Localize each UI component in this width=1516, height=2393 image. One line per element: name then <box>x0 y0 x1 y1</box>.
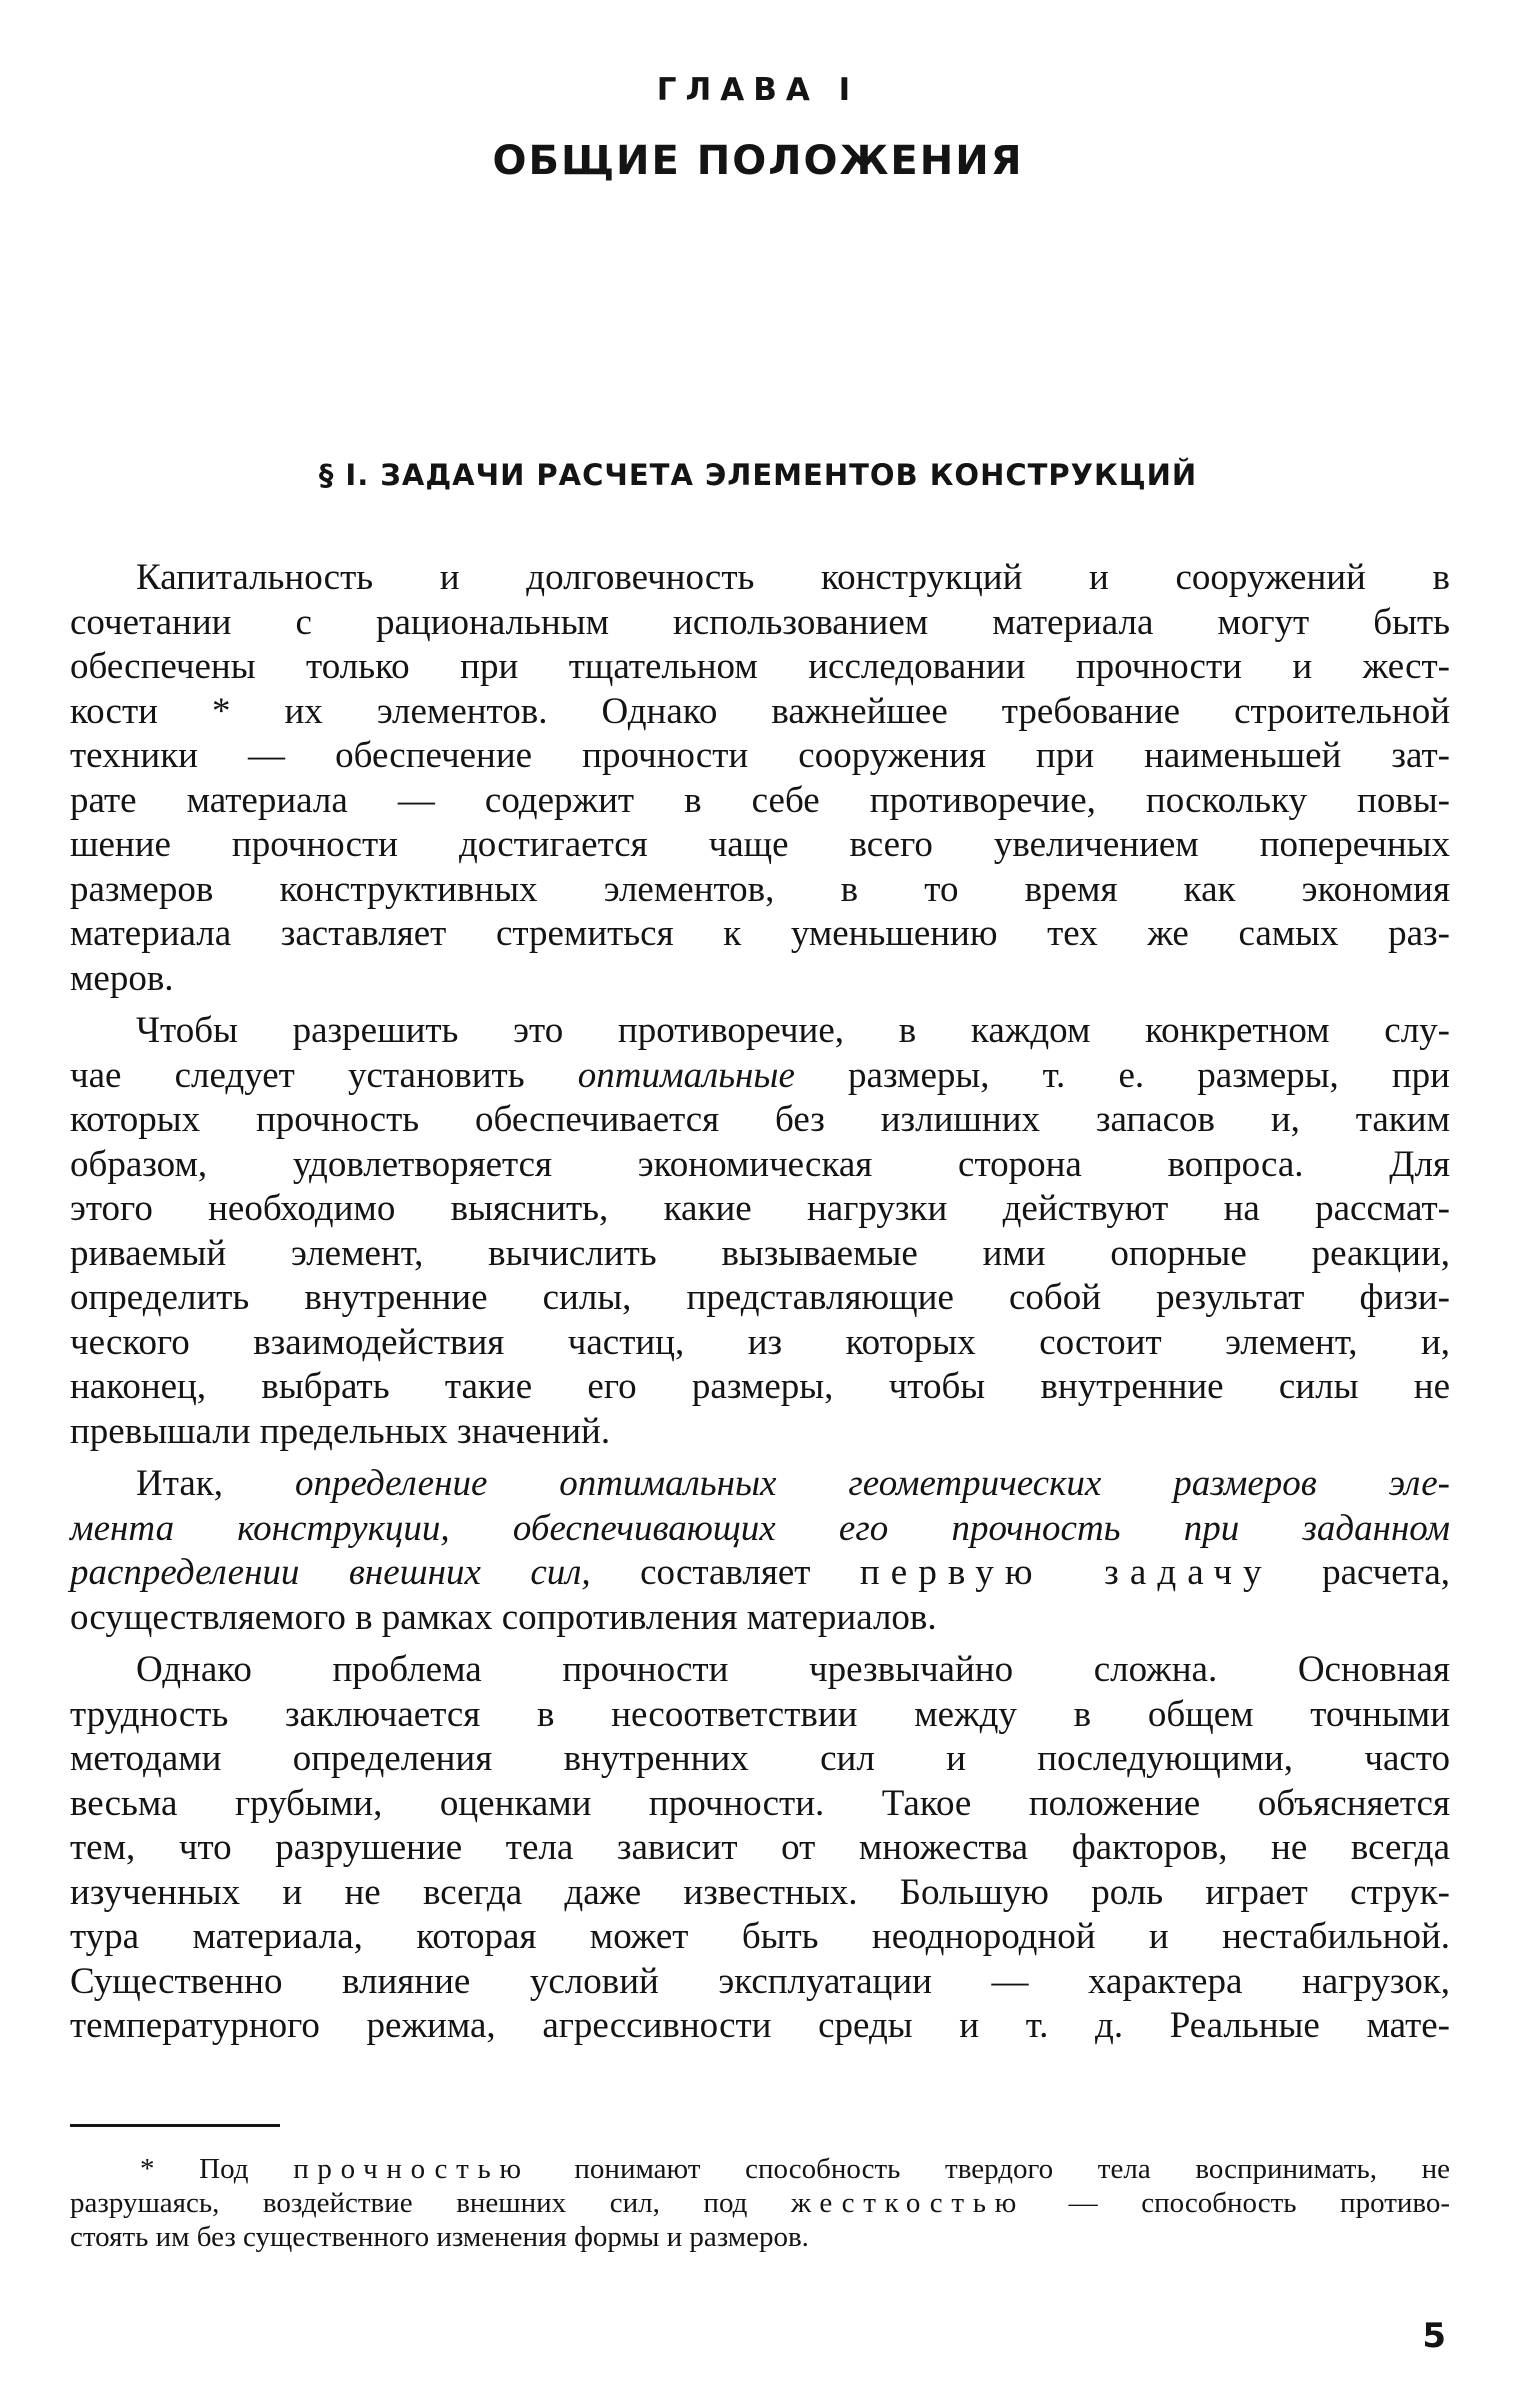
text-line: шение прочности достигается чаще всего увеличением поперечных <box>70 824 1450 865</box>
spaced-strength: прочностью <box>293 2153 530 2185</box>
text-run: Итак, <box>136 1463 223 1504</box>
paragraph-4 <box>70 1648 1450 2049</box>
paragraph-2 <box>70 1009 1450 1454</box>
text-line: материала заставляет стремиться к уменьшению тех же самых раз- <box>70 913 1450 954</box>
text-line: превышали предельных значений. <box>70 1410 611 1452</box>
text-line: температурного режима, агрессивности среды и т. д. Реальные мате- <box>70 2005 1450 2046</box>
section-title: § I. ЗАДАЧИ РАСЧЕТА ЭЛЕМЕНТОВ КОНСТРУКЦИЙ <box>318 458 1198 492</box>
text-line: тем, что разрушение тела зависит от множества факторов, не всегда <box>70 1827 1450 1868</box>
text-line: Существенно влияние условий эксплуатации — характера нагрузок, <box>70 1960 1450 2002</box>
footnote <box>70 2152 1450 2254</box>
text-run: — способность противо- <box>1068 2187 1451 2219</box>
text-run: понимают способность твердого тела воспринимать, не <box>574 2153 1450 2185</box>
body-text <box>70 556 1450 2049</box>
emphasis-definition: мента конструкции, обеспечивающих его прочность при заданном <box>70 1507 1450 1549</box>
emphasis-definition: распределении внешних сил, <box>70 1552 591 1593</box>
text-line: определить внутренние силы, представляющие собой результат физи- <box>70 1277 1450 1318</box>
text-line: Капитальность и долговечность конструкций и сооружений в <box>136 557 1450 598</box>
footnote-line: стоять им без существенного изменения формы и размеров. <box>70 2221 809 2253</box>
text-run: составляет <box>640 1552 811 1593</box>
text-line: трудность заключается в несоответствии между в общем точными <box>70 1693 1450 1735</box>
text-line: образом, удовлетворяется экономическая сторона вопроса. Для <box>70 1143 1450 1185</box>
footnote-line <box>70 2152 1450 2186</box>
text-line: рате материала — содержит в себе противоречие, поскольку повы- <box>70 779 1450 821</box>
text-run: размеры, т. е. размеры, при <box>848 1054 1450 1096</box>
emphasis-optimal: оптимальные <box>577 1054 795 1096</box>
text-line: осуществляемого в рамках сопротивления материалов. <box>70 1596 937 1638</box>
text-line: ческого взаимодействия частиц, из которых состоит элемент, и, <box>70 1321 1450 1363</box>
text-line: изученных и не всегда даже известных. Большую роль играет струк- <box>70 1871 1450 1913</box>
paragraph-3 <box>70 1462 1450 1640</box>
text-run: расчета, <box>1322 1552 1450 1593</box>
text-line <box>70 1507 1450 1552</box>
text-line <box>70 1462 1450 1507</box>
chapter-label: ГЛАВА I <box>656 72 860 108</box>
page-number: 5 <box>1422 2316 1446 2356</box>
chapter-title: ОБЩИЕ ПОЛОЖЕНИЯ <box>492 138 1024 184</box>
spaced-stiffness: жесткостью <box>790 2187 1026 2219</box>
text-line: тура материала, которая может быть неоднородной и нестабильной. <box>70 1916 1450 1957</box>
text-line: меров. <box>70 957 174 999</box>
text-run: * Под <box>140 2153 249 2185</box>
text-line: техники — обеспечение прочности сооружения при наименьшей зат- <box>70 735 1450 776</box>
text-line: наконец, выбрать такие его размеры, чтобы внутренние силы не <box>70 1366 1450 1407</box>
text-line: этого необходимо выяснить, какие нагрузки действуют на рассмат- <box>70 1188 1450 1229</box>
text-line: методами определения внутренних сил и последующими, часто <box>70 1738 1450 1779</box>
footnote-line <box>70 2186 1450 2220</box>
footnote-divider <box>70 2124 280 2127</box>
emphasis-definition: определение оптимальных геометрических размеров эле- <box>294 1463 1450 1504</box>
text-line <box>70 1551 1450 1596</box>
text-line: размеров конструктивных элементов, в то время как экономия <box>70 868 1450 910</box>
text-line: кости * их элементов. Однако важнейшее требование строительной <box>70 690 1450 732</box>
paragraph-1 <box>70 556 1450 1001</box>
spaced-first-task: первую задачу <box>859 1552 1273 1593</box>
text-line: риваемый элемент, вычислить вызываемые ими опорные реакции, <box>70 1232 1450 1274</box>
text-run: разрушаясь, воздействие внешних сил, под <box>70 2187 748 2219</box>
text-line <box>70 1054 1450 1099</box>
text-line: сочетании с рациональным использованием материала могут быть <box>70 601 1450 643</box>
text-run: чае следует установить <box>70 1054 525 1096</box>
text-line: весьма грубыми, оценками прочности. Такое положение объясняется <box>70 1782 1450 1824</box>
text-line: которых прочность обеспечивается без излишних запасов и, таким <box>70 1099 1450 1140</box>
text-line: обеспечены только при тщательном исследовании прочности и жест- <box>70 646 1450 687</box>
text-line: Чтобы разрешить это противоречие, в каждом конкретном слу- <box>136 1010 1450 1051</box>
text-line: Однако проблема прочности чрезвычайно сложна. Основная <box>136 1649 1450 1690</box>
